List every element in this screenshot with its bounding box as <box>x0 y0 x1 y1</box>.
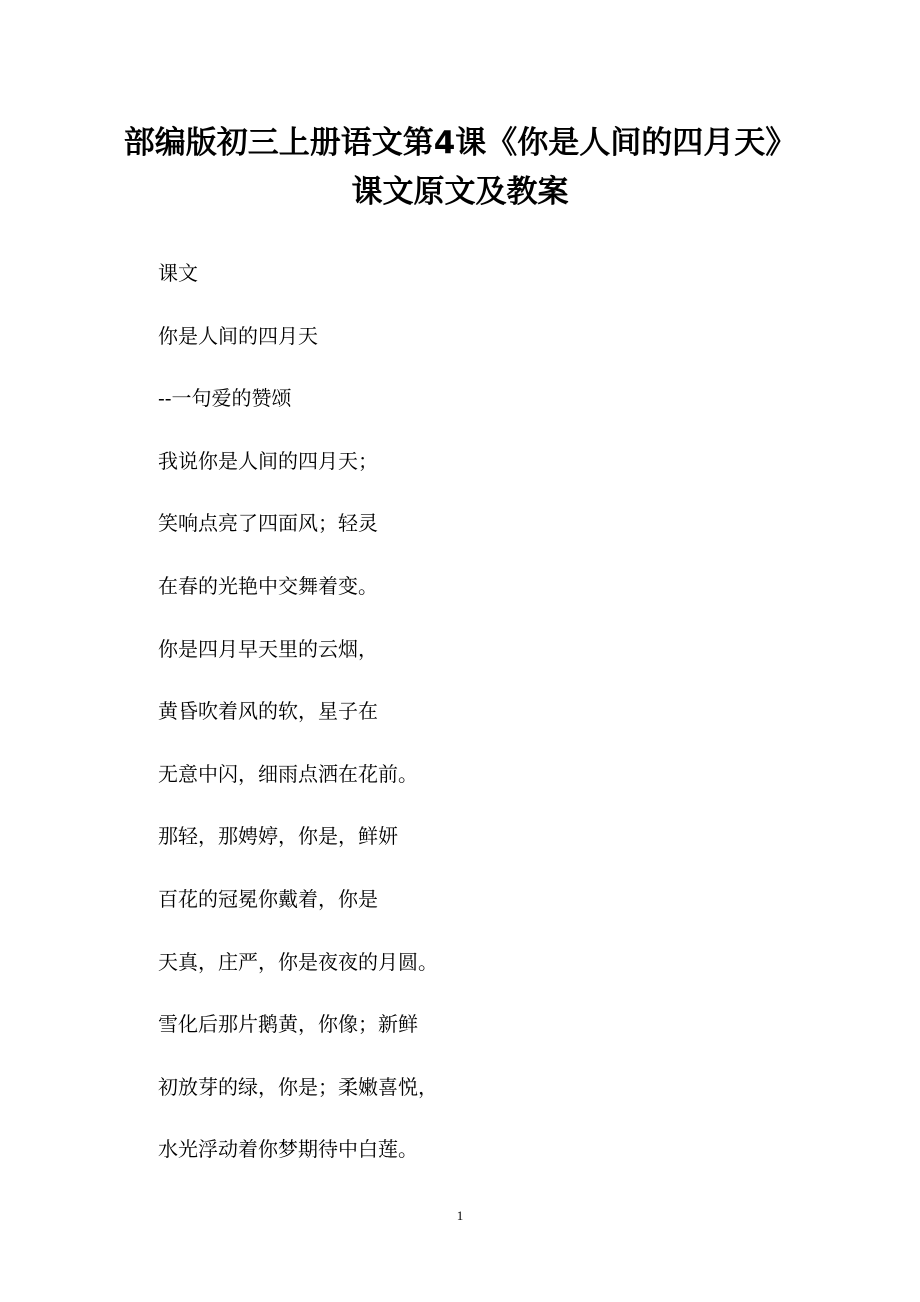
text-line: 课文 <box>158 261 198 285</box>
text-line: 在春的光艳中交舞着变。 <box>158 573 378 598</box>
text-line: 无意中闪，细雨点洒在花前。 <box>158 761 418 786</box>
text-line: 笑响点亮了四面风；轻灵 <box>158 511 378 536</box>
text-line: 百花的冠冕你戴着，你是 <box>158 886 378 911</box>
text-line: 天真，庄严，你是夜夜的月圆。 <box>158 949 438 974</box>
text-line: 雪化后那片鹅黄，你像；新鲜 <box>158 1012 418 1037</box>
text-line: 黄昏吹着风的软，星子在 <box>158 699 378 724</box>
poem-body <box>158 256 438 1195</box>
text-line: 那轻，那娉婷，你是，鲜妍 <box>158 824 398 849</box>
text-line: 你是四月早天里的云烟， <box>158 636 378 661</box>
document-title-line-2: 课文原文及教案 <box>351 174 569 210</box>
text-line: 初放芽的绿，你是；柔嫩喜悦， <box>158 1074 438 1099</box>
text-line: 你是人间的四月天 <box>158 323 318 348</box>
text-line: 我说你是人间的四月天； <box>158 448 378 473</box>
text-line: 水光浮动着你梦期待中白莲。 <box>158 1137 418 1162</box>
text-line: --一句爱的赞颂 <box>158 386 292 411</box>
page-number: 1 <box>456 1208 464 1223</box>
document-title-line-1: 部编版初三上册语文第4课《你是人间的四月天》 <box>123 125 797 161</box>
